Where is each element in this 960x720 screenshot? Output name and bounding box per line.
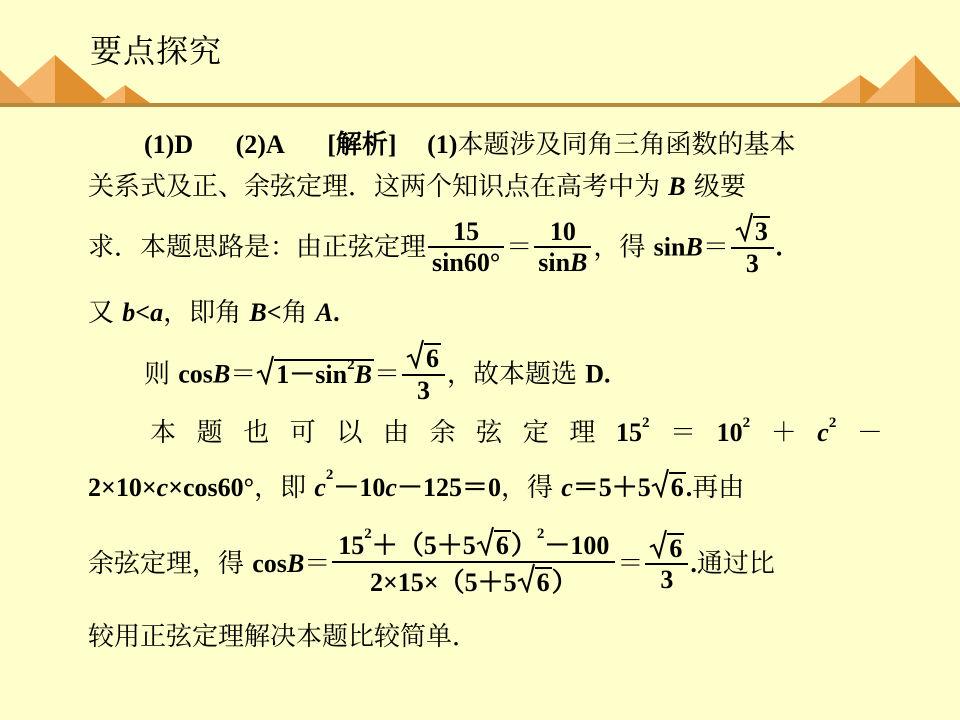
sin-label: sin [538,248,571,278]
less-than: < [266,298,282,327]
line-9 [88,624,478,650]
expr: －10 [333,473,386,502]
expr-15-squared [615,415,650,447]
expr: 2×10× [88,473,157,502]
cos-label: cos [178,359,213,389]
var-c: c [156,473,169,502]
exponent: 2 [347,357,355,374]
fraction-cosine-law [332,526,615,598]
line-2-end: 级要 [693,172,746,202]
line-3-text: 求．本题思路是：由正弦定理 [88,232,427,263]
plus: ＋ [770,418,797,448]
exponent: 2 [325,467,334,483]
frac-den: 3 [416,375,430,405]
line-5-text: 则 [144,359,179,390]
exponent: 2 [536,526,545,542]
fraction-sqrt6-over-3 [402,343,445,406]
expr: ） [551,567,578,597]
minus: － [856,418,883,448]
line-5 [144,343,611,406]
line-9-text: 较用正弦定理解决本题比较简单． [88,622,479,652]
period: . [333,298,340,327]
frac-num: 15 [428,217,504,249]
frac-num: 10 [534,217,591,249]
line-4 [88,300,340,326]
expr: －125＝0 [396,473,501,502]
line-8-text-2: 通过比 [696,548,775,579]
equals: ＝ [702,232,729,263]
sqrt-sign [735,216,770,247]
var-B: B [212,359,231,389]
line-2 [88,174,746,200]
var-B: B [249,298,267,327]
exponent: 2 [828,415,837,431]
radicand: 6 [536,567,550,597]
expr: ×cos60° [168,473,255,502]
line-7-text-2: ，得 [500,473,562,503]
answer-D: D. [585,359,611,389]
num: 15 [615,418,642,447]
expr: ＋（5＋5 [371,531,476,560]
var-b: b [122,298,136,327]
word: 理 [569,418,596,448]
expr: ＝5＋5 [572,473,651,502]
frac-den: sin60° [432,248,501,278]
line-4-text-3: 角 [281,298,316,328]
var-A: A [315,298,334,327]
radicand: 6 [669,533,683,563]
expr: ） [510,531,537,560]
expr: －100 [544,531,610,560]
expr-c-squared [817,415,837,447]
var-c: c [561,473,573,502]
radicand: 6 [495,531,509,560]
word: 也 [243,418,270,448]
var-B: B [286,548,305,578]
num: 10 [716,418,743,447]
equals: ＝ [230,359,257,390]
var-B: B [570,248,588,278]
header-rule [0,103,960,107]
line-6 [150,415,883,448]
right-triangles-decoration [820,55,960,103]
part-1-marker: (1) [427,130,458,159]
cos-label: cos [252,548,287,578]
line-5-text-2: ，故本题选 [446,359,586,390]
radicand: 6 [425,344,439,373]
equals: ＝ [304,548,331,579]
word: 题 [196,418,223,448]
word: 定 [522,418,549,448]
level-B: B [668,172,686,201]
line-1-text: 本题涉及同角三角函数的基本 [457,130,796,160]
answer-2: (2)A [235,130,285,159]
var-B: B [354,360,372,390]
answer-1: (1)D [144,130,194,159]
less-than: < [135,298,151,327]
equals: ＝ [617,548,644,579]
var-a: a [150,298,164,327]
line-3-text-2: ，得 [593,232,654,263]
word: 本 [150,418,177,448]
line-7-text: ，即 [254,473,315,503]
page-title: 要点探究 [90,32,223,70]
period: . [690,548,697,578]
equals: ＝ [373,359,400,390]
var-B: B [685,232,703,262]
word: 弦 [476,418,503,448]
frac-den: 3 [660,565,674,595]
fraction-sqrt3-over-3 [731,216,774,279]
fraction-15-over-sin60 [428,217,504,279]
num: 15 [338,531,365,560]
line-2-text: 关系式及正、余弦定理．这两个知识点在高考中为 [88,172,661,202]
radicand: 6 [670,473,684,502]
sqrt-1-minus-sin2B [256,359,374,390]
expr: 2×15×（5＋5 [369,567,517,597]
var-c: c [385,473,397,502]
var-c: c [817,418,829,447]
word: 余 [429,418,456,448]
frac-den: 3 [745,248,759,278]
line-8 [88,526,775,598]
line-3 [88,216,782,279]
line-8-text: 余弦定理，得 [88,548,253,579]
fraction-sqrt6-over-3 [645,533,688,596]
radicand: 3 [754,217,768,246]
exponent: 2 [641,415,650,431]
line-4-text: 又 [88,298,123,328]
period: . [685,473,693,502]
sin-label: sin [653,232,686,262]
line-7-text-3: 再由 [692,473,745,503]
fraction-10-over-sinB [534,217,591,279]
word: 可 [289,418,316,448]
exponent: 2 [742,415,751,431]
equals: ＝ [506,232,533,263]
sqrt-6 [651,472,686,503]
line-7 [88,467,745,503]
equals: ＝ [670,418,697,448]
analysis-tag: [解析] [327,130,397,159]
var-c: c [314,473,326,502]
line-4-text-2: ，即角 [163,298,250,328]
radicand-text: 1－sin [276,360,348,390]
expr-10-squared [716,415,751,447]
word: 以 [336,418,363,448]
word: 由 [382,418,409,448]
period: . [775,232,783,262]
line-1 [144,132,795,158]
exponent: 2 [364,526,372,542]
